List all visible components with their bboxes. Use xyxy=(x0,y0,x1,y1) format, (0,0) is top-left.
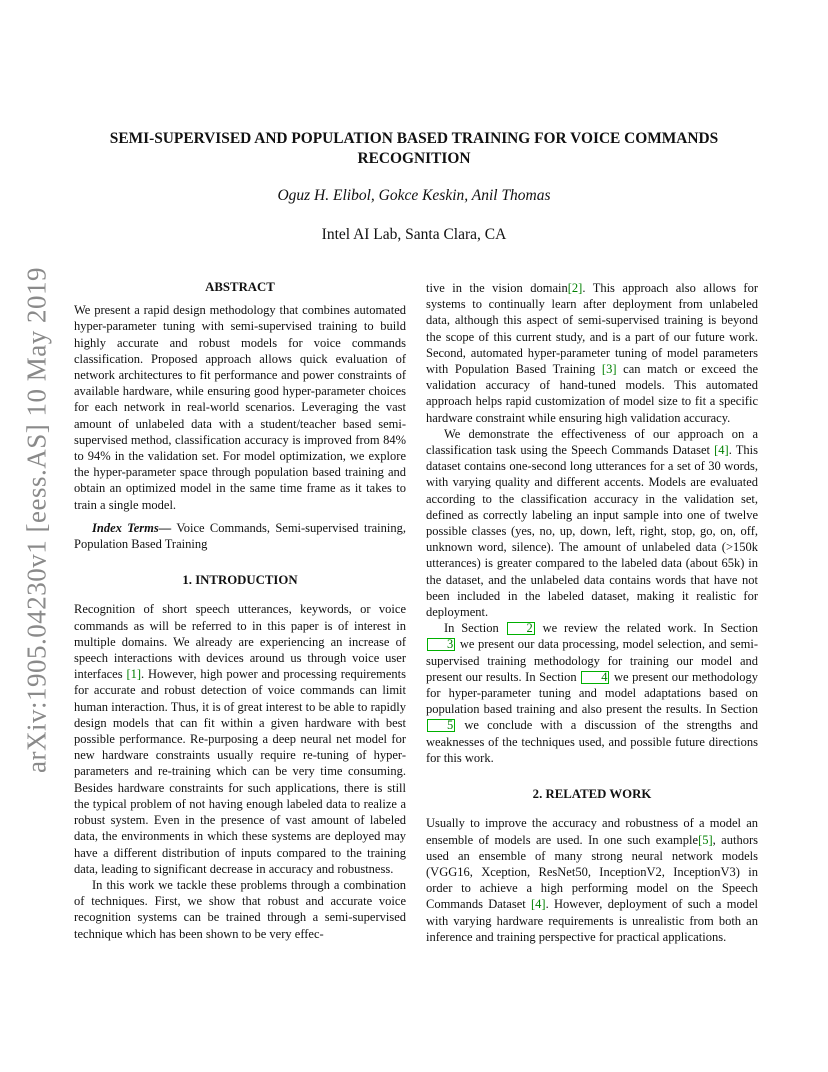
intro-p2c-text-b: . This approach also allows for systems to continually learn after deployment from unlabeled data, although this aspect of semi-supervised training is beyond the scope of this current study, and is a part of our future work. Second, automated hyper-parameter tuning of model parameters with Population Based Training xyxy=(426,281,759,377)
index-terms xyxy=(74,520,406,552)
related-p1-text-b: , authors used an ensemble of many strong neural network models (VGG16, Xception, ResNet50, InceptionV2, InceptionV3) in order to achieve a high performing model on the Speech Commands Dataset xyxy=(426,832,758,912)
paper-authors: Oguz H. Elibol, Gokce Keskin, Anil Thomas xyxy=(277,187,551,204)
citation-1-link[interactable]: [1] xyxy=(126,667,142,682)
section-3-link[interactable]: 3 xyxy=(427,638,455,651)
left-column xyxy=(74,279,406,942)
related-p1-text-a: Usually to improve the accuracy and robustness of a model an ensemble of models are used. In one such example xyxy=(426,816,758,847)
intro-paragraph-2: In this work we tackle these problems through a combination of techniques. First, we show that robust and accurate voice recognition systems can be trained through a semi-supervised technique which has been shown to be very effec- xyxy=(74,877,406,941)
intro-paragraph-4 xyxy=(426,620,758,766)
intro-p2c-text-a: tive in the vision domain xyxy=(426,281,568,295)
section-4-link[interactable]: 4 xyxy=(581,671,609,684)
intro-paragraph-1 xyxy=(74,601,406,876)
intro-p4-text-b: we review the related work. In Section xyxy=(535,621,758,636)
intro-p4-text-a: In Section xyxy=(444,621,506,636)
index-terms-label: Index Terms— xyxy=(92,520,172,535)
paper-title: SEMI-SUPERVISED AND POPULATION BASED TRAINING FOR VOICE COMMANDS RECOGNITION xyxy=(109,130,719,167)
abstract-text: We present a rapid design methodology that combines automated hyper-parameter tuning with semi-supervised training to build highly accurate and robust models for voice commands classification. Proposed approach allows quick evaluation of network architectures to fit performance and power constraints of available hardware, while ensuring good hyper-parameter choices for each network in real-world scenarios. Leveraging the vast amount of unlabeled data with a student/teacher based semi-supervised method, classification accuracy is improved from 84% to 94% in the validation set. For model optimization, we explore the hyper-parameter space through population based training and obtain an optimized model in the same time frame as it takes to train a single model. xyxy=(74,303,406,512)
citation-4-link[interactable]: [4] xyxy=(714,443,729,458)
index-terms-text: Voice Commands, Semi-supervised training, Population Based Training xyxy=(74,520,406,552)
related-work-heading: 2. RELATED WORK xyxy=(532,787,652,802)
intro-paragraph-2-continued xyxy=(426,280,758,426)
related-paragraph-1 xyxy=(426,815,758,945)
intro-p4-text-c: we present our data processing, model selection, and semi-supervised training methodology for training our model and present our results. In Section xyxy=(426,637,758,684)
citation-5-link[interactable]: [5] xyxy=(698,832,713,847)
citation-3-link[interactable]: [3] xyxy=(601,362,617,377)
intro-paragraph-3 xyxy=(426,426,758,620)
paper-affiliation: Intel AI Lab, Santa Clara, CA xyxy=(321,226,507,243)
intro-p4-text-d: we present our methodology for hyper-parameter tuning and model adaptations based on population based training and also present the results. In Section xyxy=(426,669,758,717)
related-p1-text-c: . However, deployment of such a model with varying hardware requirements is unrealistic from both an inference and training perspective for practical applications. xyxy=(426,897,758,944)
section-5-link[interactable]: 5 xyxy=(427,719,455,732)
abstract-heading: ABSTRACT xyxy=(205,280,275,294)
citation-4b-link[interactable]: [4] xyxy=(531,897,546,912)
citation-2-link[interactable]: [2] xyxy=(567,281,583,295)
arxiv-identifier xyxy=(12,267,62,773)
intro-p3-text-b: . This dataset contains one-second long utterances for a set of 30 words, with varying quality and different accents. Models are evaluated according to the classification accuracy in the validation set, defined as correctly labeling an input sample into one of twelve possible classes (yes, no, up, down, left, right, stop, go, on, off, unknown word, silence). The amount of unlabeled data (>150k utterances) is greater compared to the labeled data (about 65k) in the dataset, and the unlabeled data contains words that have not been included in the labeled dataset, making it realistic for deployment. xyxy=(426,443,759,620)
intro-p3-text-a: We demonstrate the effectiveness of our approach on a classification task using the Speech Commands Dataset xyxy=(426,426,758,458)
arxiv-identifier-text: arXiv:1905.04230v1 [eess.AS] 10 May 2019 xyxy=(21,267,52,773)
intro-p4-text-e: we conclude with a discussion of the strengths and weaknesses of the techniques used, and possible future directions for this work. xyxy=(426,718,758,765)
introduction-heading: 1. INTRODUCTION xyxy=(182,573,298,588)
section-2-link[interactable]: 2 xyxy=(507,622,535,635)
right-column xyxy=(426,280,758,945)
intro-p2c-text-c: can match or exceed the validation accuracy of hand-tuned models. This automated approach helps rapid customization of model size to fit a specific hardware constraint while ensuring high validation accuracy. xyxy=(426,362,759,425)
intro-p1-text-a: Recognition of short speech utterances, keywords, or voice commands as will be referred to in this paper is of interest in multiple domains. We already are experiencing an increase of speech interactions with devices around us through voice user interfaces xyxy=(74,602,406,682)
intro-p1-text-b: . However, high power and processing requirements for accurate and robust detection of voice commands can limit human interaction. Thus, it is of great interest to be able to rapidly design models that can fit within a given hardware with best possible performance. Re-purposing a deep neural net model for new hardware constraints usually require re-tuning of hyper-parameters and re-training which can be very time consuming. Besides hardware constraints for such applications, there is still the typical problem of not having enough labeled data to realize a robust system. Even in the presence of vast amount of labeled data, the environments in which these systems are deployed may have a different distribution of inputs compared to the training data, leading to significant decrease in accuracy and robustness. xyxy=(74,667,406,876)
